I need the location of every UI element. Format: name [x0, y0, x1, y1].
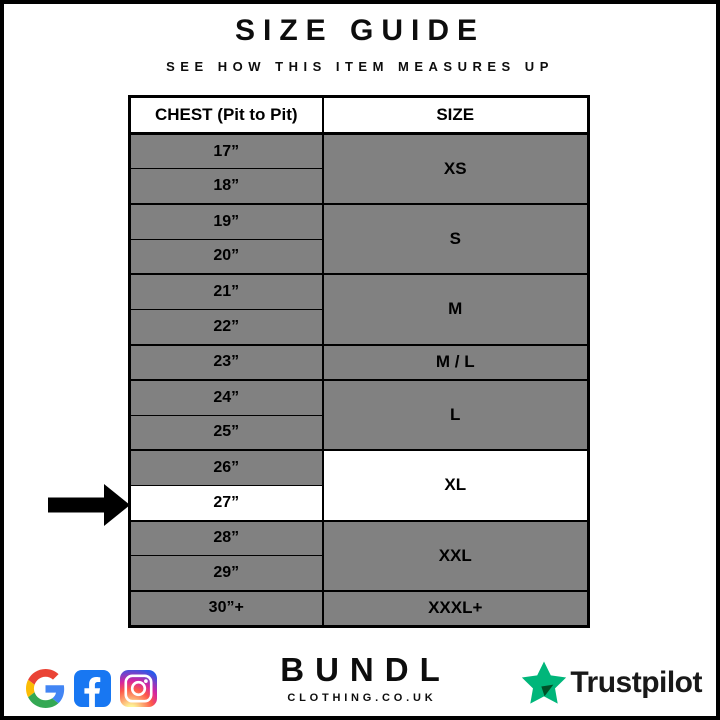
size-table-body	[130, 134, 589, 627]
chest-cell: 19”	[130, 204, 323, 239]
trustpilot-logo	[521, 660, 702, 706]
chest-cell: 28”	[130, 521, 323, 556]
size-table-head-row	[130, 97, 589, 134]
chest-cell: 23”	[130, 345, 323, 380]
brand-domain: CLOTHING.CO.UK	[287, 692, 437, 704]
chest-column-header: CHEST (Pit to Pit)	[130, 97, 323, 134]
size-cell: XXXL+	[323, 591, 589, 626]
chest-cell: 26”	[130, 450, 323, 485]
table-row	[130, 521, 589, 556]
chest-cell: 20”	[130, 239, 323, 274]
chest-cell: 17”	[130, 134, 323, 169]
chest-cell: 22”	[130, 309, 323, 344]
size-cell: M / L	[323, 345, 589, 380]
page-subtitle: SEE HOW THIS ITEM MEASURES UP	[166, 59, 554, 74]
chest-cell: 30”+	[130, 591, 323, 626]
size-cell: L	[323, 380, 589, 450]
instagram-icon	[120, 670, 157, 707]
table-row	[130, 450, 589, 485]
size-table	[128, 95, 590, 628]
size-cell: S	[323, 204, 589, 274]
chest-cell: 27”	[130, 485, 323, 520]
social-icons	[26, 669, 157, 708]
size-cell: XXL	[323, 521, 589, 591]
facebook-icon	[74, 670, 111, 707]
bundl-logo	[280, 651, 451, 704]
table-row	[130, 380, 589, 415]
page-title: SIZE GUIDE	[234, 14, 486, 47]
table-row	[130, 345, 589, 380]
chest-cell: 25”	[130, 415, 323, 450]
chest-cell: 24”	[130, 380, 323, 415]
right-arrow-icon	[48, 484, 130, 526]
table-row	[130, 274, 589, 309]
size-cell: XS	[323, 134, 589, 204]
brand-name: BUNDL	[280, 651, 451, 688]
table-row	[130, 204, 589, 239]
chest-cell: 18”	[130, 169, 323, 204]
size-cell: M	[323, 274, 589, 344]
trustpilot-label: Trustpilot	[570, 666, 702, 699]
size-cell: XL	[323, 450, 589, 520]
trustpilot-star-icon	[521, 660, 567, 706]
chest-cell: 29”	[130, 556, 323, 591]
table-row	[130, 134, 589, 169]
chest-cell: 21”	[130, 274, 323, 309]
google-icon	[26, 669, 65, 708]
size-column-header: SIZE	[323, 97, 589, 134]
table-row	[130, 591, 589, 626]
